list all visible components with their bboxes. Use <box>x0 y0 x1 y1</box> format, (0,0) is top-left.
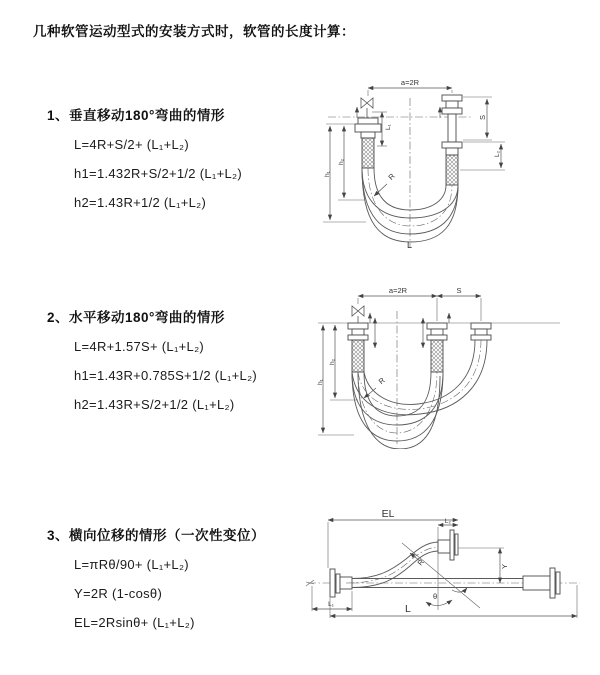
radius-label: R <box>376 375 387 387</box>
section-3-formula-L: L=πRθ/90+ (L₁+L₂) <box>74 557 189 572</box>
diagram-horizontal-180-bend <box>312 284 584 449</box>
dim-label-l2: L₂ <box>444 518 452 525</box>
section-3-formula-EL: EL=2Rsinθ+ (L₁+L₂) <box>74 615 195 630</box>
dimension-h1-h2 <box>323 124 366 222</box>
dim-label-l1: L₁ <box>328 601 334 608</box>
dimension-y <box>458 548 509 583</box>
dim-label-a2r: a=2R <box>400 78 420 87</box>
right-hose-fitting <box>440 95 462 185</box>
middle-hose-fitting <box>427 313 449 372</box>
hose-displaced-position <box>346 542 442 588</box>
u-bend-hose <box>362 168 458 250</box>
dimension-l2 <box>460 142 505 170</box>
section-2-heading: 2、水平移动180°弯曲的情形 <box>47 310 225 325</box>
valve-icon <box>361 98 373 118</box>
diagram-vertical-180-bend <box>310 76 585 254</box>
bottom-right-flange <box>523 568 560 598</box>
dim-label-a2r: a=2R <box>388 286 408 295</box>
section-1-formula-L: L=4R+S/2+ (L₁+L₂) <box>74 137 189 152</box>
left-hose-fitting <box>348 313 370 372</box>
dim-label-h2: h₂ <box>329 358 336 365</box>
section-3-heading: 3、横向位移的情形（一次性变位） <box>47 528 266 543</box>
section-1-formula-h2: h2=1.43R+1/2 (L₁+L₂) <box>74 195 207 210</box>
dim-label-h1: h₁ <box>324 171 331 177</box>
left-hose-fitting <box>355 107 381 168</box>
dim-label-el: EL <box>381 508 395 520</box>
upper-right-flange <box>438 530 458 560</box>
dim-label-l2: L₂ <box>494 150 501 157</box>
dim-label-h1: h₁ <box>317 379 324 385</box>
dimension-a-2r <box>358 286 481 321</box>
diagram-lateral-displacement <box>300 498 600 656</box>
right-hose-fitting <box>471 323 491 340</box>
section-3-formula-Y: Y=2R (1-cosθ) <box>74 586 163 601</box>
radius-label: R <box>415 557 426 568</box>
section-2-formula-L: L=4R+1.57S+ (L₁+L₂) <box>74 339 205 354</box>
fitting-length-dims <box>375 318 423 348</box>
dimension-l2 <box>438 518 458 610</box>
dimension-s <box>463 97 492 140</box>
dimension-el <box>328 508 458 568</box>
section-2 <box>47 306 257 426</box>
section-2-formula-h2: h2=1.43R+S/2+1/2 (L₁+L₂) <box>74 397 235 412</box>
u-bend-hose-deep <box>352 372 443 449</box>
dim-label-length: L <box>407 240 413 250</box>
dim-label-s: S <box>456 286 462 295</box>
dim-label-s: S <box>478 114 487 120</box>
dim-label-length: L <box>405 603 411 615</box>
section-1-formula-h1: h1=1.432R+S/2+1/2 (L₁+L₂) <box>74 166 242 181</box>
dim-label-h2: h₂ <box>338 158 345 165</box>
valve-icon <box>352 306 364 323</box>
angle-label: θ <box>433 592 438 601</box>
dimension-a-2r <box>368 78 452 96</box>
section-1 <box>47 104 242 224</box>
section-2-formula-h1: h1=1.43R+0.785S+1/2 (L₁+L₂) <box>74 368 258 383</box>
radius-label: R <box>386 171 397 182</box>
dim-label-l1: L₁ <box>385 124 392 130</box>
section-3 <box>47 524 265 644</box>
page-title: 几种软管运动型式的安装方式时，软管的长度计算： <box>33 24 355 39</box>
u-bend-hose-moved <box>352 340 487 415</box>
dim-label-y: Y <box>500 563 509 569</box>
section-1-heading: 1、垂直移动180°弯曲的情形 <box>47 108 225 123</box>
radius-leader <box>374 171 397 196</box>
